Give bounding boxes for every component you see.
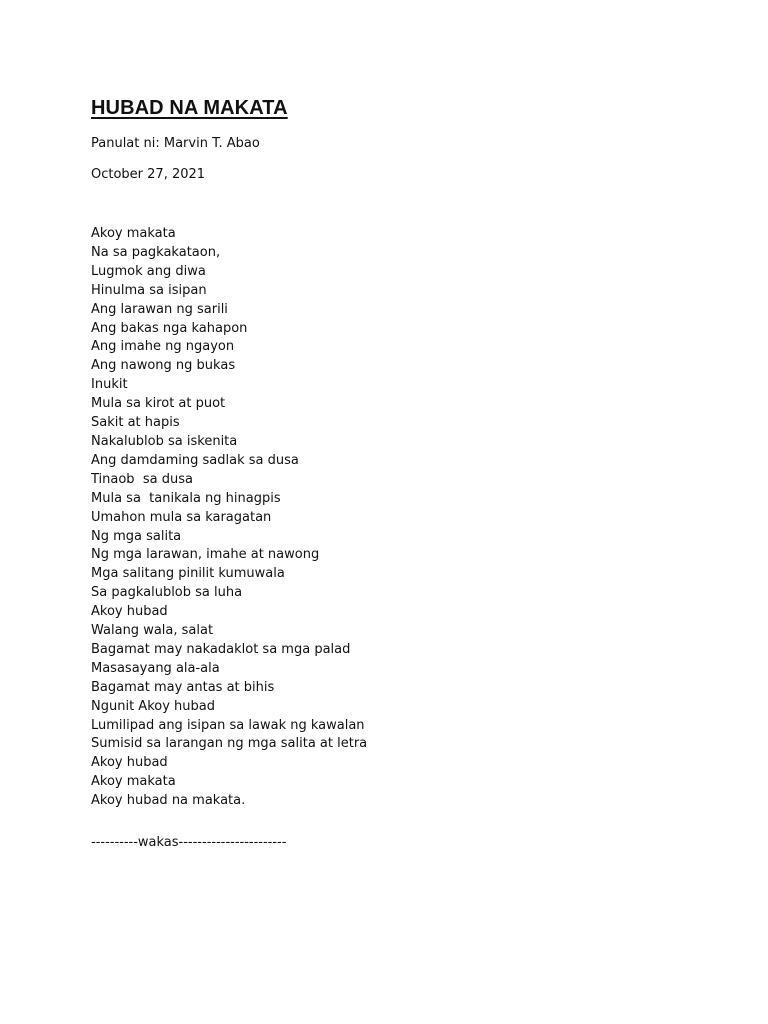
date-line: October 27, 2021 [91,167,206,182]
poem-line: Akoy makata [91,226,176,241]
poem-line: Lugmok ang diwa [91,263,206,279]
poem-line: Akoy hubad na makata. [91,793,246,809]
poem-line: Ang damdaming sadlak sa dusa [91,452,299,468]
poem-line: Sumisid sa larangan ng mga salita at letra [91,736,368,752]
poem-line: Sa pagkalublob sa luha [91,585,243,601]
poem-line: Nakalublob sa iskenita [91,433,238,449]
poem-line: Ngunit Akoy hubad [91,698,215,714]
poem-line: Masasayang ala-ala [91,660,220,676]
poem-line: Umahon mula sa karagatan [91,509,272,525]
poem-body [91,225,691,811]
poem-line: Mga salitang pinilit kumuwala [91,566,285,582]
poem-line: Hinulma sa isipan [91,282,207,298]
author-line: Panulat ni: Marvin T. Abao [91,136,260,151]
document-content [91,94,691,865]
poem-line: Inukit [91,377,128,393]
poem-line: Bagamat may antas at bihis [91,679,275,695]
poem-line: Akoy hubad [91,755,168,771]
poem-line: Tinaob sa dusa [91,471,193,487]
document-title: HUBAD NA MAKATA [91,97,288,119]
poem-line: Ng mga salita [91,528,182,544]
poem-line: Ang imahe ng ngayon [91,339,235,355]
poem-line: Ang larawan ng sarili [91,301,228,317]
poem-end-marker: ----------wakas----------------------- [91,835,287,851]
poem-line: Mula sa tanikala ng hinagpis [91,490,281,506]
poem-line: Ng mga larawan, imahe at nawong [91,547,320,563]
poem-line: Ang nawong ng bukas [91,358,236,374]
poem-line: Lumilipad ang isipan sa lawak ng kawalan [91,717,365,733]
poem-line: Sakit at hapis [91,415,180,431]
poem-line: Walang wala, salat [91,623,214,639]
poem-line: Akoy makata [91,774,176,790]
poem-line: Akoy hubad [91,604,168,620]
poem-line: Bagamat may nakadaklot sa mga palad [91,641,351,657]
poem-line: Mula sa kirot at puot [91,396,226,412]
poem-line: Ang bakas nga kahapon [91,320,248,336]
poem-line: Na sa pagkakataon, [91,244,221,260]
